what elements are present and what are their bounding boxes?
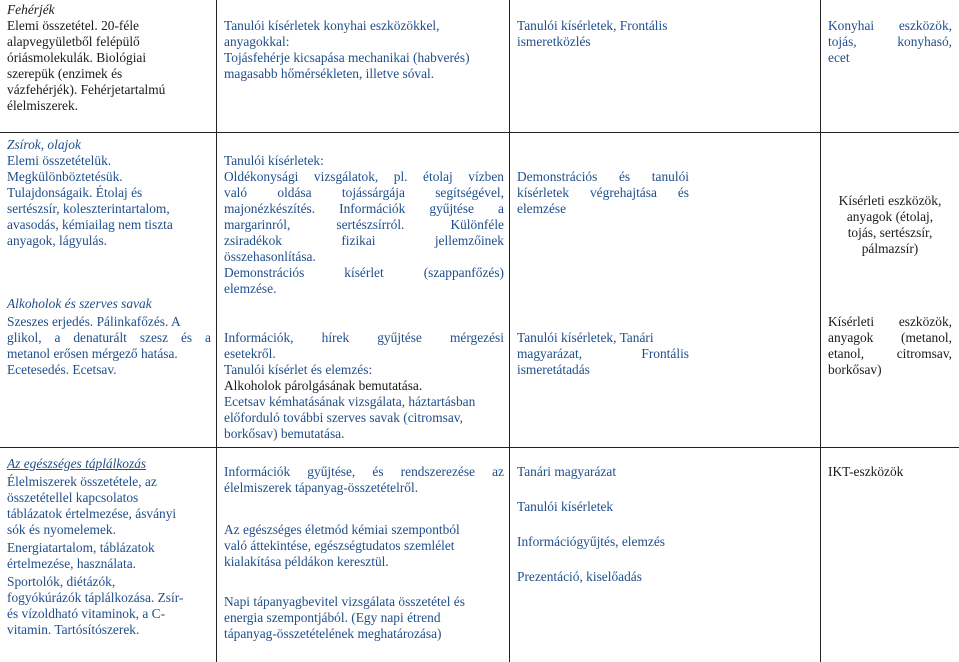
method-line: ismeretközlés <box>517 34 591 49</box>
activity-line: Tanulói kísérletek konyhai eszközökkel, <box>224 18 440 33</box>
activity-line: Az egészséges életmód kémiai szempontból <box>224 522 460 537</box>
activity-line: esetekről. <box>224 346 276 361</box>
topic-line: óriásmolekulák. Biológiai <box>7 50 147 65</box>
tool-line: anyagok (étolaj, <box>846 209 934 224</box>
activity-line: anyagokkal: <box>224 34 290 49</box>
activity-line: Tojásfehérje kicsapása mechanikai (habverés) <box>224 50 470 65</box>
activity-line: Információk gyűjtése, és rendszerezése az <box>224 464 504 479</box>
topic-line: Elemi összetétel. 20-féle <box>7 18 139 33</box>
topic-line: sertészsír, koleszterintartalom, <box>7 201 170 216</box>
topic-heading: Zsírok, olajok <box>7 137 81 152</box>
activity-line: élelmiszerek tápanyag-összetételről. <box>224 480 419 495</box>
topic-line: Sportolók, diétázók, <box>7 574 116 589</box>
tool-line: ecet <box>828 50 850 65</box>
method-line: magyarázat, Frontális <box>517 346 689 361</box>
topic-line: glikol, a denaturált szesz és a <box>7 330 211 345</box>
activity-line: való áttekintése, egészségtudatos szemlélet <box>224 538 455 553</box>
activity-line: Ecetsav kémhatásának vizsgálata, háztartásban <box>224 394 476 409</box>
activity-line: összehasonlítása. <box>224 249 316 264</box>
topic-line: Szeszes erjedés. Pálinkafőzés. A <box>7 314 181 329</box>
method-line: Információgyűjtés, elemzés <box>517 534 665 549</box>
activity-line: Tanulói kísérletek: <box>224 153 324 168</box>
method-line: elemzése <box>517 201 567 216</box>
topic-line: értelmezése, használata. <box>7 556 136 571</box>
tool-line: Kísérleti eszközök, <box>838 193 942 208</box>
activity-line: magasabb hőmérsékleten, illetve sóval. <box>224 66 435 81</box>
topic-line: Ecetesedés. Ecetsav. <box>7 362 117 377</box>
topic-line: szerepük (enzimek és <box>7 66 123 81</box>
topic-line: avasodás, kémiailag nem tiszta <box>7 217 173 232</box>
topic-line: Energiatartalom, táblázatok <box>7 540 155 555</box>
topic-line: Élelmiszerek összetétele, az <box>7 474 157 489</box>
method-line: ismeretátadás <box>517 362 590 377</box>
topic-line: vázfehérjék). Fehérjetartalmú <box>7 82 166 97</box>
row-divider <box>0 447 959 448</box>
topic-line: és vízoldható vitaminok, a C- <box>7 606 166 621</box>
tool-line: tojás, sertészsír, <box>847 225 933 240</box>
topic-line: metanol erősen mérgező hatása. <box>7 346 178 361</box>
topic-heading: Alkoholok és szerves savak <box>7 296 152 311</box>
activity-line: elemzése. <box>224 281 277 296</box>
tool-line: tojás, konyhasó, <box>828 34 952 49</box>
method-line: Tanulói kísérletek <box>517 499 614 514</box>
method-line: Tanulói kísérletek, Frontális <box>517 18 668 33</box>
topic-line: fogyókúrázók táplálkozása. Zsír- <box>7 590 184 605</box>
tool-line: Kísérleti eszközök, <box>828 314 952 329</box>
topic-line: Elemi összetételük. <box>7 153 112 168</box>
activity-line: margarinról, sertészsírról. Különféle <box>224 217 504 232</box>
topic-line: Tulajdonságaik. Étolaj és <box>7 185 143 200</box>
activity-line: előforduló további szerves savak (citromsav, <box>224 410 463 425</box>
topic-line: táblázatok értelmezése, ásványi <box>7 506 177 521</box>
topic-line: sók és nyomelemek. <box>7 522 116 537</box>
topic-line: összetétellel kapcsolatos <box>7 490 139 505</box>
method-line: Demonstrációs és tanulói <box>517 169 689 184</box>
activity-line: Napi tápanyagbevitel vizsgálata összetétel és <box>224 594 465 609</box>
activity-line: való oldása tojássárgája segítségével, <box>224 185 504 200</box>
topic-heading: Az egészséges táplálkozás <box>7 456 147 471</box>
tool-line: anyagok (metanol, <box>828 330 952 345</box>
topic-heading: Fehérjék <box>7 2 55 17</box>
tool-line: Konyhai eszközök, <box>828 18 952 33</box>
method-line: Tanulói kísérletek, Tanári <box>517 330 654 345</box>
method-line: kísérletek végrehajtása és <box>517 185 689 200</box>
activity-line: Demonstrációs kísérlet (szappanfőzés) <box>224 265 504 280</box>
topic-line: élelmiszerek. <box>7 98 79 113</box>
activity-line: zsiradékok fizikai jellemzőinek <box>224 233 504 248</box>
activity-line: Információk, hírek gyűjtése mérgezési <box>224 330 504 345</box>
method-line: Prezentáció, kiselőadás <box>517 569 642 584</box>
activity-line: Tanulói kísérlet és elemzés: <box>224 362 373 377</box>
topic-line: alapvegyületből felépülő <box>7 34 140 49</box>
activity-line: kialakítása példákon keresztül. <box>224 554 389 569</box>
column-divider <box>216 0 217 662</box>
activity-line: energia szempontjából. (Egy napi étrend <box>224 610 441 625</box>
topic-line: vitamin. Tartósítószerek. <box>7 622 140 637</box>
tool-line: pálmazsír) <box>861 241 919 256</box>
activity-line: tápanyag-összetételének meghatározása) <box>224 626 442 641</box>
row-divider <box>0 132 959 133</box>
column-divider <box>509 0 510 662</box>
column-divider <box>820 0 821 662</box>
activity-line: majonézkészítés. Információk gyűjtése a <box>224 201 504 216</box>
activity-line: Alkoholok párolgásának bemutatása. <box>224 378 423 393</box>
activity-line: borkősav) bemutatása. <box>224 426 345 441</box>
topic-line: anyagok, lágyulás. <box>7 233 108 248</box>
method-line: Tanári magyarázat <box>517 464 617 479</box>
tool-line: borkősav) <box>828 362 882 377</box>
topic-line: Megkülönböztetésük. <box>7 169 123 184</box>
activity-line: Oldékonysági vizsgálatok, pl. étolaj vízben <box>224 169 504 184</box>
tool-line: etanol, citromsav, <box>828 346 952 361</box>
tool-line: IKT-eszközök <box>828 464 904 479</box>
